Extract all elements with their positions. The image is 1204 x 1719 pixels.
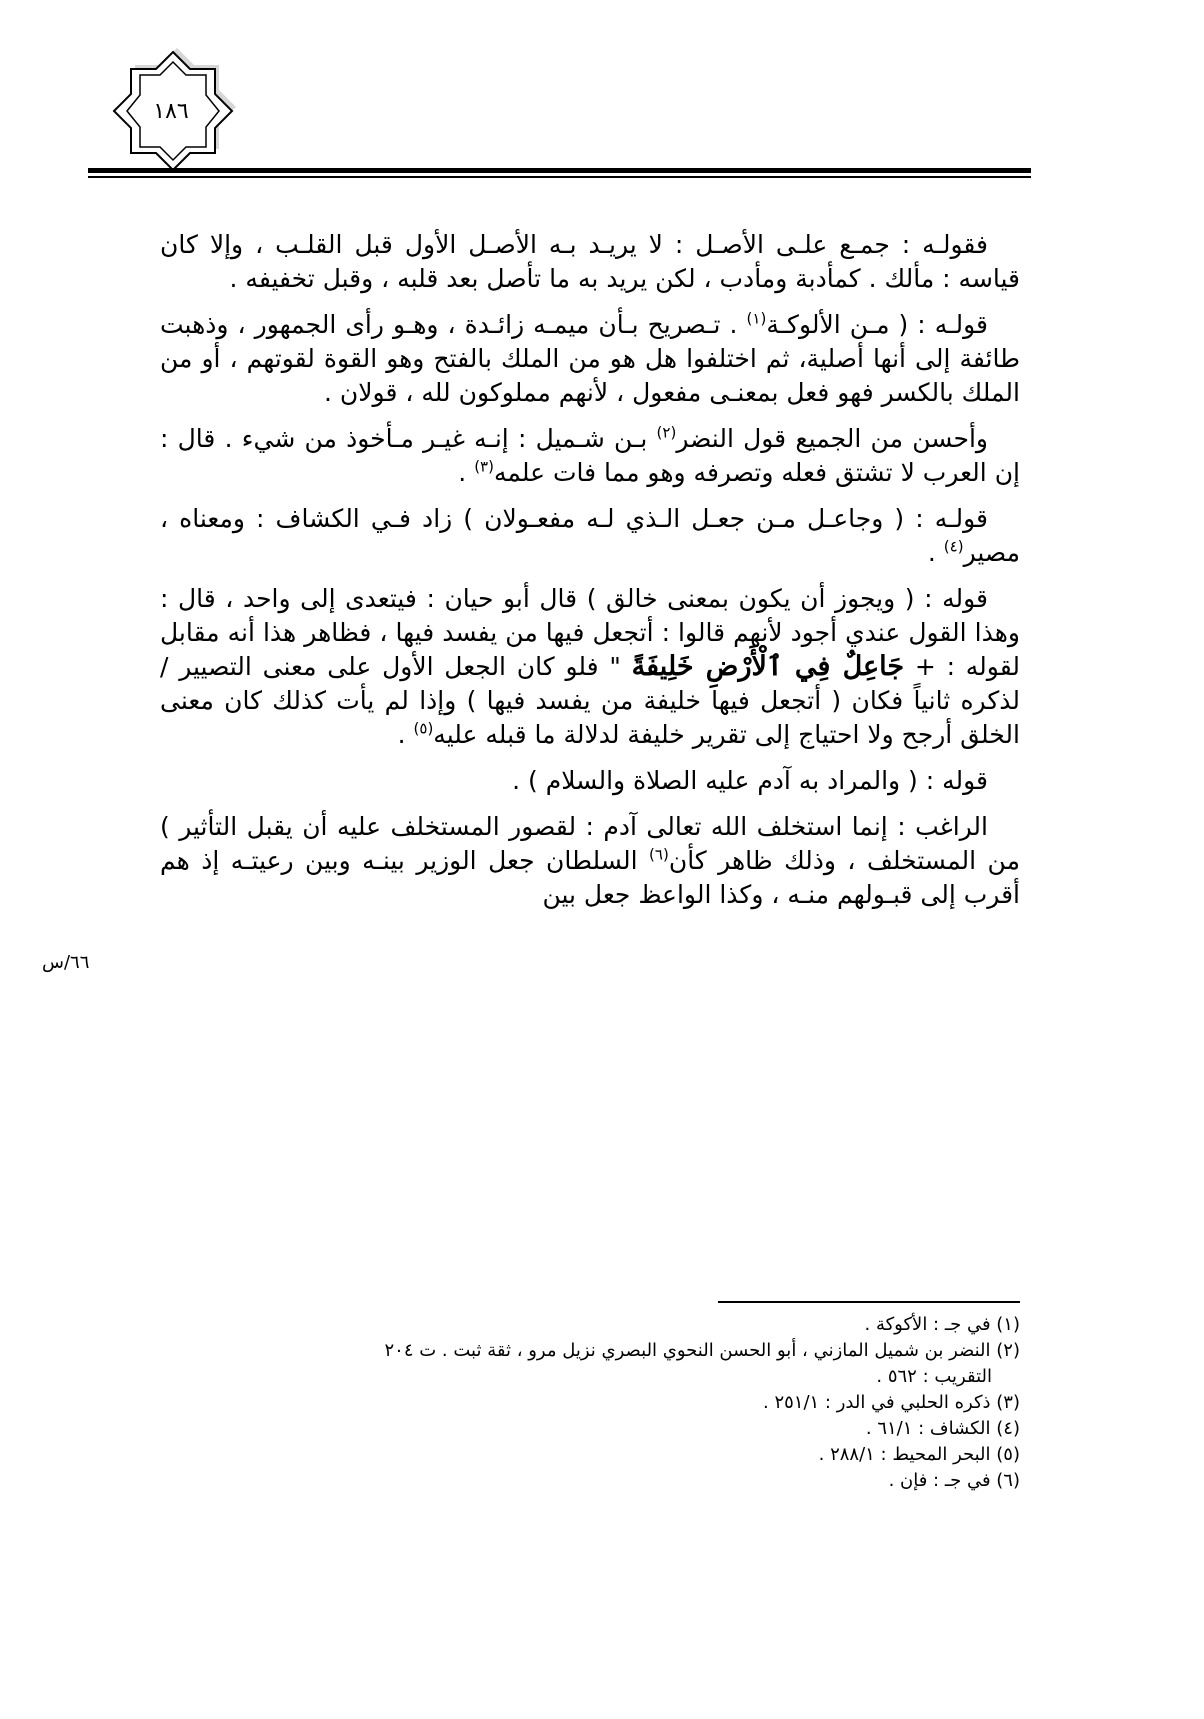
footnote-ref: (٣)	[474, 457, 494, 476]
paragraph: قولـه : ( مـن الألوكـة$^{(١)}$ . تـصريح بـأن ميمـه زائـدة ، وهـو رأى الجمهور ، وذهبت طائفة إلى أنها أصلية، ثم اختلفوا هل هو من الملك بالفتح وهو القوة لقوتهم ، أو من الملك بالكسر فهو فعل بمعنـى مفعول ، لأنهم مملوكون لله ، قولان .	[160, 309, 1020, 407]
footnote-ref: (٥)	[413, 719, 434, 738]
footnote: (٣) ذكره الحلبي في الدر : ٢٥١/١ .	[762, 1392, 1020, 1413]
footnote-ref: (١)	[746, 309, 767, 328]
paragraph: قولـه : ( وجاعـل مـن جعـل الـذي لـه مفعـولان ) زاد فـي الكشاف : ومعناه ، مصير$^{(٤)}$ .	[160, 504, 1020, 567]
footnote-separator	[718, 1301, 1020, 1303]
footnote-ref: (٢)	[656, 423, 677, 442]
page-number-badge	[108, 46, 238, 176]
footnotes	[150, 1312, 1020, 1494]
manuscript-folio-note: ٦٦/س	[42, 952, 90, 973]
header-rule-thin	[88, 176, 1031, 178]
footnote-ref: (٦)	[649, 845, 669, 864]
footnote: (٢) النضر بن شميل المازني ، أبو الحسن النحوي البصري نزيل مرو ، ثقة ثبت . ت ٢٠٤	[384, 1340, 1020, 1361]
footnote-ref: (٤)	[943, 537, 964, 556]
main-text	[160, 228, 1020, 924]
page-number: ١٨٦	[153, 98, 189, 124]
paragraph: قوله : ( ويجوز أن يكون بمعنى خالق ) قال أبو حيان : فيتعدى إلى واحد ، قال : وهذا القول عندي أجود لأنهم قالوا : أتجعل فيها من يفسد فيها ، فظاهر هذا أنه مقابل لقوله : + جَاعِلٌ فِي ٱلْأَرْضِ خَلِيفَةً " فلو كان الجعل الأول على معنى التصيير / لذكره ثانياً فكان ( أتجعل فيها خليفة من يفسد فيها ) وإذا لم يأت كذلك كان معنى الخلق أرجح ولا احتياج إلى تقرير خليفة لدلالة ما قبله عليه$^{(٥)}$ .	[160, 584, 1020, 749]
paragraph: وأحسن من الجميع قول النضر$^{(٢)}$ بـن شـميل : إنـه غيـر مـأخوذ من شيء . قال : إن العرب لا تشتق فعله وتصرفه وهو مما فات علمه$^{(٣)}$ .	[160, 423, 1020, 487]
footnote: (٤) الكشاف : ٦١/١ .	[865, 1418, 1020, 1439]
paragraph: الراغب : إنما استخلف الله تعالى آدم : لقصور المستخلف عليه أن يقبل التأثير ) من المستخلف ، وذلك ظاهر كأن$^{(٦)}$ السلطان جعل الوزير بينـه وبين رعيتـه إذ هم أقرب إلى قبـولهم منـه ، وكذا الواعظ جعل بين	[160, 812, 1020, 909]
paragraph: فقولـه : جمـع علـى الأصـل : لا يريـد بـه الأصـل الأول قبل القلـب ، وإلا كان قياسه : مألك . كمأدبة ومأدب ، لكن يريد به ما تأصل بعد قلبه ، وقبل تخفيفه .	[160, 230, 1020, 293]
paragraph: قوله : ( والمراد به آدم عليه الصلاة والسلام ) .	[512, 766, 988, 795]
header-rule-thick	[88, 168, 1031, 173]
footnote: (٦) في جـ : فإن .	[888, 1470, 1020, 1491]
footnote: (١) في جـ : الأكوكة .	[864, 1314, 1020, 1335]
footnote: (٥) البحر المحيط : ٢٨٨/١ .	[818, 1444, 1020, 1465]
quran-verse: جَاعِلٌ فِي ٱلْأَرْضِ خَلِيفَةً	[631, 651, 905, 682]
footnote-continuation: التقريب : ٥٦٢ .	[876, 1366, 992, 1387]
